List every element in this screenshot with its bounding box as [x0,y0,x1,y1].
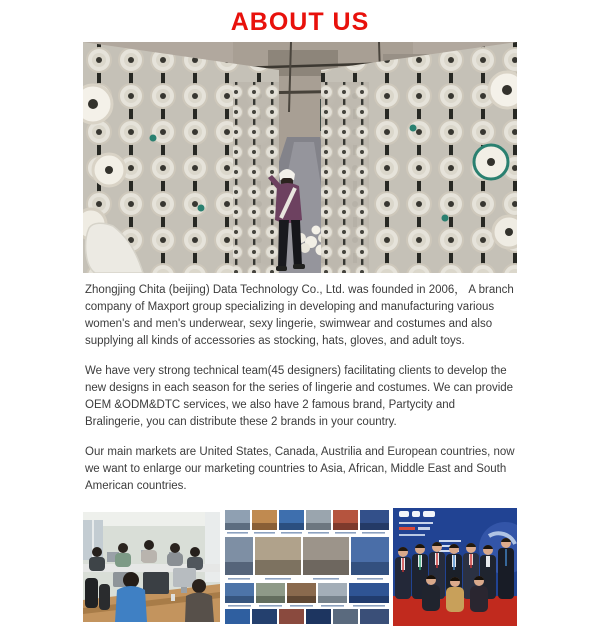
about-text-block [83,282,517,495]
about-paragraph-markets: Our main markets are United States, Canada, Austrilia and European countries, now we want to enlarge our marketing countries to Asia, African, Middle East and South American countries. [85,446,515,492]
kneeling-group [422,575,488,612]
events-photo-collage [225,508,389,626]
factory-yarn-spools-photo [83,42,517,273]
page-title: ABOUT US [230,8,370,36]
trade-show-group-photo [393,508,517,626]
company-photo-strip [83,508,517,626]
collage-row-2 [225,537,389,580]
about-paragraph-team: We have very strong technical team(45 designers) facilitating clients to develop the new designs in each season for the series of lingerie and costumes. We can provide OEM &ODM&DTC services, we also have 2 famous brand, Partycity and Bralingerie, you can distribute these 2 brands in your country. [85,365,514,428]
about-paragraph-company: Zhongjing Chita (beijing) Data Technology Co., Ltd. was founded in 2006， A branch company of Maxport group specializing in developing and manufacturing various women's and men's underwear, sexy lingerie, swimwear and costumes and also supplying all kinds of accessories as stocking, hats, gloves, and adult toys. [85,284,514,347]
about-content [83,42,517,626]
collage-row-4 [225,609,389,624]
about-us-section [0,8,600,608]
office-team-photo [83,512,220,622]
